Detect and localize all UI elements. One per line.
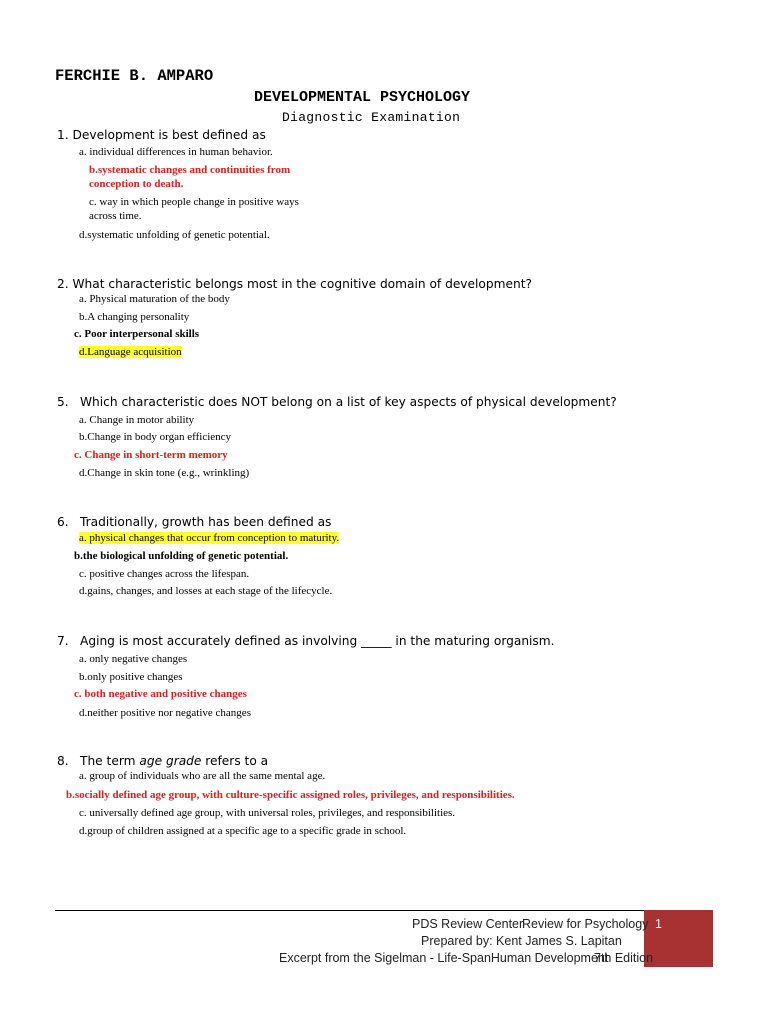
question-1-option-c-cont: across time. [89, 210, 142, 222]
question-7-option-c: c. both negative and positive changes [74, 688, 247, 700]
question-1-option-c: c. way in which people change in positive ways [89, 196, 299, 208]
question-8-stem-pre: The term [80, 754, 140, 768]
document-title: DEVELOPMENTAL PSYCHOLOGY [254, 89, 471, 106]
footer-rule [55, 910, 712, 911]
question-6-option-a: a. physical changes that occur from conception to maturity. [79, 532, 340, 544]
question-6-option-c: c. positive changes across the lifespan. [79, 568, 250, 580]
question-8-option-a: a. group of individuals who are all the same mental age. [79, 770, 326, 782]
footer-edition: 7th Edition [594, 951, 654, 965]
question-1-option-d: d.systematic unfolding of genetic potential. [79, 229, 270, 241]
footer-excerpt-source: Excerpt from the Sigelman - Life-SpanHuman Development [279, 951, 609, 965]
question-1-option-b: b.systematic changes and continuities from [89, 164, 291, 176]
question-8-option-c: c. universally defined age group, with universal roles, privileges, and responsibilities. [79, 807, 456, 819]
question-5-option-d: d.Change in skin tone (e.g., wrinkling) [79, 467, 250, 479]
question-7-option-a: a. only negative changes [79, 653, 188, 665]
question-5-number: 5. [57, 395, 69, 409]
question-2-option-c: c. Poor interpersonal skills [74, 328, 200, 340]
question-8-number: 8. [57, 754, 69, 768]
question-8-stem-term: age grade [139, 754, 202, 768]
question-8-stem-post: refers to a [201, 754, 269, 768]
document-subtitle: Diagnostic Examination [282, 110, 461, 125]
question-6-option-d: d.gains, changes, and losses at each stage of the lifecycle. [79, 585, 333, 597]
question-8-stem [80, 754, 268, 768]
question-2-option-b: b.A changing personality [79, 311, 190, 323]
question-2-option-a: a. Physical maturation of the body [79, 293, 230, 305]
question-1-option-a: a. individual differences in human behavior. [79, 146, 273, 158]
author-name: FERCHIE B. AMPARO [55, 67, 214, 85]
footer-review-title: Review for Psychology [522, 917, 649, 931]
question-5-option-a: a. Change in motor ability [79, 414, 195, 426]
question-8-option-d: d.group of children assigned at a specific age to a specific grade in school. [79, 825, 407, 837]
question-1-option-b-cont: conception to death. [89, 178, 184, 190]
question-6-number: 6. [57, 515, 69, 529]
question-5-option-b: b.Change in body organ efficiency [79, 431, 232, 443]
footer-center-name: PDS Review Center [412, 917, 524, 931]
question-6-option-b: b.the biological unfolding of genetic potential. [74, 550, 289, 562]
question-1-stem: 1. Development is best defined as [57, 128, 266, 142]
question-7-option-d: d.neither positive nor negative changes [79, 707, 251, 719]
footer-prepared-by: Prepared by: Kent James S. Lapitan [421, 934, 622, 948]
question-7-stem: Aging is most accurately defined as involving _____ in the maturing organism. [80, 634, 555, 648]
question-6-stem: Traditionally, growth has been defined as [80, 515, 332, 529]
question-7-number: 7. [57, 634, 69, 648]
question-2-option-d: d.Language acquisition [79, 346, 182, 358]
question-5-option-c: c. Change in short-term memory [74, 449, 228, 461]
question-7-option-b: b.only positive changes [79, 671, 183, 683]
question-2-stem: 2. What characteristic belongs most in the cognitive domain of development? [57, 277, 532, 291]
footer-page-number: 1 [655, 917, 662, 931]
question-5-stem: Which characteristic does NOT belong on a list of key aspects of physical development? [80, 395, 617, 409]
question-8-option-b: b.socially defined age group, with culture-specific assigned roles, privileges, and responsibilities. [66, 789, 515, 801]
